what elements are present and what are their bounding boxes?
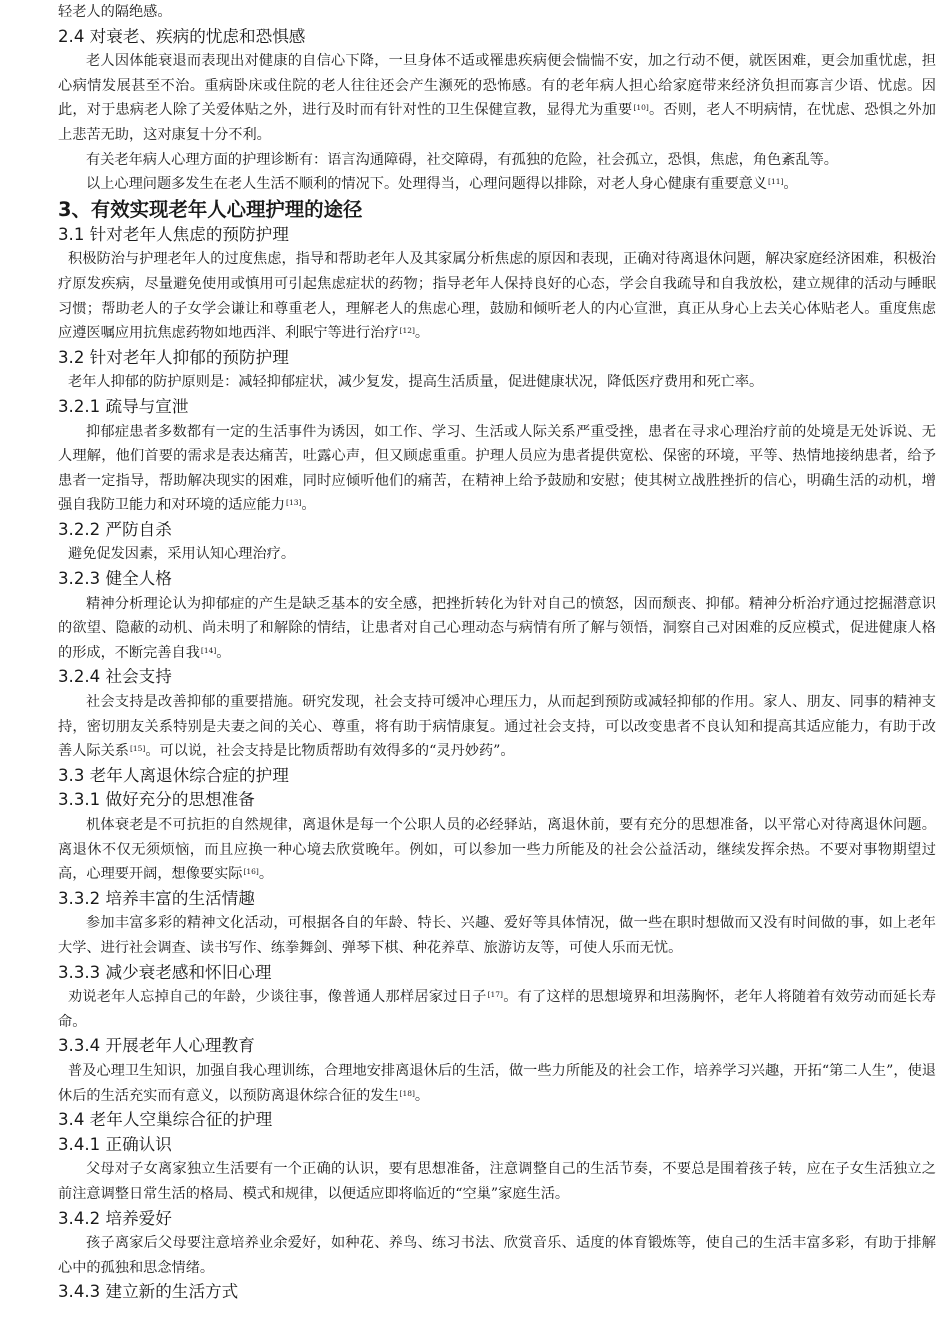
body-paragraph [58,1059,936,1108]
subsection-heading: 3.2.3 健全人格 [58,569,172,589]
paragraph-text-tail: 。 [414,325,430,342]
paragraph-text-tail: 。 [301,497,316,514]
paragraph-text: 有关老年病人心理方面的护理诊断有：语言沟通障碍，社交障碍，有孤独的危险，社会孤立，恐惧，焦虑，角色紊乱等。 [86,151,838,168]
body-paragraph [58,542,936,567]
subsection-heading: 3.3.1 做好充分的思想准备 [58,790,255,810]
body-paragraph [58,911,936,960]
subsection-heading: 2.4 对衰老、疾病的忧虑和恐惧感 [58,26,306,46]
body-paragraph [58,172,936,197]
paragraph-text: 机体衰老是不可抗拒的自然规律，离退休是每一个公职人员的必经驿站，离退休前，要有充分的思想准备，以平常心对待离退休问题。离退休不仅无须烦恼，而且应换一种心境去欣赏晚年。例如，可以参加一些力所能及的社会公益活动，继续发挥余热。不要对事物期望过高，心理要开阔，想像要实际 [58,817,936,883]
paragraph-text: 普及心理卫生知识，加强自我心理训练，合理地安排离退休后的生活，做一些力所能及的社会工作，培养学习兴趣，开拓“第二人生”，使退休后的生活充实而有意义，以预防离退休综合征的发生 [58,1062,936,1104]
citation-ref: [18] [399,1088,415,1098]
body-paragraph [58,592,936,666]
body-paragraph [58,420,936,518]
subsection-heading: 3.4 老年人空巢综合征的护理 [58,1110,273,1130]
paragraph-text: 精神分析理论认为抑郁症的产生是缺乏基本的安全感，把挫折转化为针对自己的愤怒，因而颓丧、抑郁。精神分析治疗通过挖掘潜意识的欲望、隐蔽的动机、尚未明了和解除的情结，让患者对自己心理动态与病情有所了解与领悟，洞察自己对困难的反应模式，促进健康人格的形成，不断完善自我 [58,595,936,661]
subsection-heading: 3.3 老年人离退休综合症的护理 [58,765,289,785]
subsection-heading: 3.2.4 社会支持 [58,667,172,687]
paragraph-text-tail: 。可以说，社会支持是比物质帮助有效得多的“灵丹妙药”。 [145,743,515,760]
subsection-heading: 3.4.1 正确认识 [58,1134,172,1154]
body-paragraph [58,49,936,147]
citation-ref: [11] [768,177,784,187]
paragraph-text: 避免促发因素，采用认知心理治疗。 [68,546,296,563]
subsection-heading: 3.4.2 培养爱好 [58,1208,172,1228]
body-paragraph [58,1231,936,1280]
paragraph-text: 轻老人的隔绝感。 [58,4,172,20]
subsection-heading: 3.3.2 培养丰富的生活情趣 [58,888,255,908]
paragraph-text: 参加丰富多彩的精神文化活动，可根据各自的年龄、特长、兴趣、爱好等具体情况，做一些在职时想做而又没有时间做的事，如上老年大学、进行社会调查、读书写作、练拳舞剑、弹琴下棋、种花养草、旅游访友等，可使人乐而无忧。 [58,915,936,956]
subsection-heading: 3.2 针对老年人抑郁的预防护理 [58,347,289,367]
subsection-heading: 3.3.3 减少衰老感和怀旧心理 [58,962,272,982]
subsection-heading: 3.2.1 疏导与宣泄 [58,396,189,416]
subsection-heading: 3.1 针对老年人焦虑的预防护理 [58,224,289,244]
body-paragraph [58,370,936,395]
section-heading: 3、有效实现老年人心理护理的途径 [58,197,363,221]
paragraph-text-tail: 。 [414,1087,430,1104]
paragraph-text-tail: 。 [216,644,231,661]
paragraph-text: 以上心理问题多发生在老人生活不顺利的情况下。处理得当，心理问题得以排除，对老人身心健康有重要意义 [86,176,768,193]
citation-ref: [12] [399,326,415,336]
subsection-heading: 3.4.3 建立新的生活方式 [58,1282,239,1302]
body-paragraph [58,1157,936,1206]
paragraph-text: 积极防治与护理老年人的过度焦虑，指导和帮助老年人及其家属分析焦虑的原因和表现，正确对待离退休问题，解决家庭经济困难，积极治疗原发疾病，尽量避免使用或慎用可引起焦虑症状的药物；指导老年人保持良好的心态，学会自我疏导和自我放松，建立规律的活动与睡眠习惯；帮助老人的子女学会谦让和尊重老人，理解老人的焦虑心理，鼓励和倾听老人的内心宣泄，真正从身心上去关心体贴老人。重度焦虑应遵医嘱应用抗焦虑药物如地西泮、利眠宁等进行治疗 [58,251,936,342]
citation-ref: [15] [129,744,146,754]
body-paragraph [58,0,936,25]
paragraph-text: 社会支持是改善抑郁的重要措施。研究发现，社会支持可缓冲心理压力，从而起到预防或减轻抑郁的作用。家人、朋友、同事的精神支持，密切朋友关系特别是夫妻之间的关心、尊重，将有助于病情康复。通过社会支持，可以改变患者不良认知和提高其适应能力，有助于改善人际关系 [58,694,936,760]
body-paragraph [58,813,936,887]
paragraph-text-tail: 。 [258,866,274,883]
citation-ref: [14] [200,645,217,655]
citation-ref: [17] [487,990,503,1000]
body-paragraph [58,985,936,1034]
paragraph-text: 孩子离家后父母要注意培养业余爱好，如种花、养鸟、练习书法、欣赏音乐、适度的体育锻炼等，使自己的生活丰富多彩，有助于排解心中的孤独和思念情绪。 [58,1235,936,1276]
paragraph-text-tail: 。有了这样的思想境界和坦荡胸怀，老年人将随着有效劳动而延长寿命。 [58,989,936,1030]
paragraph-text: 抑郁症患者多数都有一定的生活事件为诱因，如工作、学习、生活或人际关系严重受挫，患者在寻求心理治疗前的处境是无处诉说、无人理解，他们首要的需求是表达痛苦，吐露心声，但又顾虑重重。护理人员应为患者提供宽松、保密的环境，平等、热情地接纳患者，给予患者一定指导，帮助解决现实的困难，同时应倾听他们的痛苦，在精神上给予鼓励和安慰；使其树立战胜挫折的信心，明确生活的动机，增强自我防卫能力和对环境的适应能力 [58,423,936,514]
paragraph-text-tail: 。 [783,176,798,193]
paragraph-text-tail: 。否则，老人不明病情，在忧虑、恐惧之外加上悲苦无助，这对康复十分不利。 [58,102,936,143]
body-paragraph [58,247,936,345]
paragraph-text: 父母对子女离家独立生活要有一个正确的认识，要有思想准备，注意调整自己的生活节奏，不要总是围着孩子转，应在子女生活独立之前注意调整日常生活的格局、模式和规律，以便适应即将临近的“空巢”家庭生活。 [58,1161,936,1202]
citation-ref: [13] [286,498,302,508]
body-paragraph [58,148,936,173]
paragraph-text: 劝说老年人忘掉自己的年龄，少谈往事，像普通人那样居家过日子 [68,989,487,1006]
body-paragraph [58,690,936,764]
subsection-heading: 3.2.2 严防自杀 [58,519,172,539]
citation-ref: [10] [633,103,649,113]
paragraph-text: 老人因体能衰退而表现出对健康的自信心下降，一旦身体不适或罹患疾病便会惴惴不安，加之行动不便，就医困难，更会加重忧虑，担心病情发展甚至不治。重病卧床或住院的老人往往还会产生濒死的恐怖感。有的老年病人担心给家庭带来经济负担而寡言少语、忧虑。因此，对于患病老人除了关爱体贴之外，进行及时而有针对性的卫生保健宣教，显得尤为重要 [58,53,936,119]
paragraph-text: 老年人抑郁的防护原则是：减轻抑郁症状，减少复发，提高生活质量，促进健康状况，降低医疗费用和死亡率。 [68,374,764,391]
citation-ref: [16] [243,867,259,877]
subsection-heading: 3.3.4 开展老年人心理教育 [58,1036,255,1056]
